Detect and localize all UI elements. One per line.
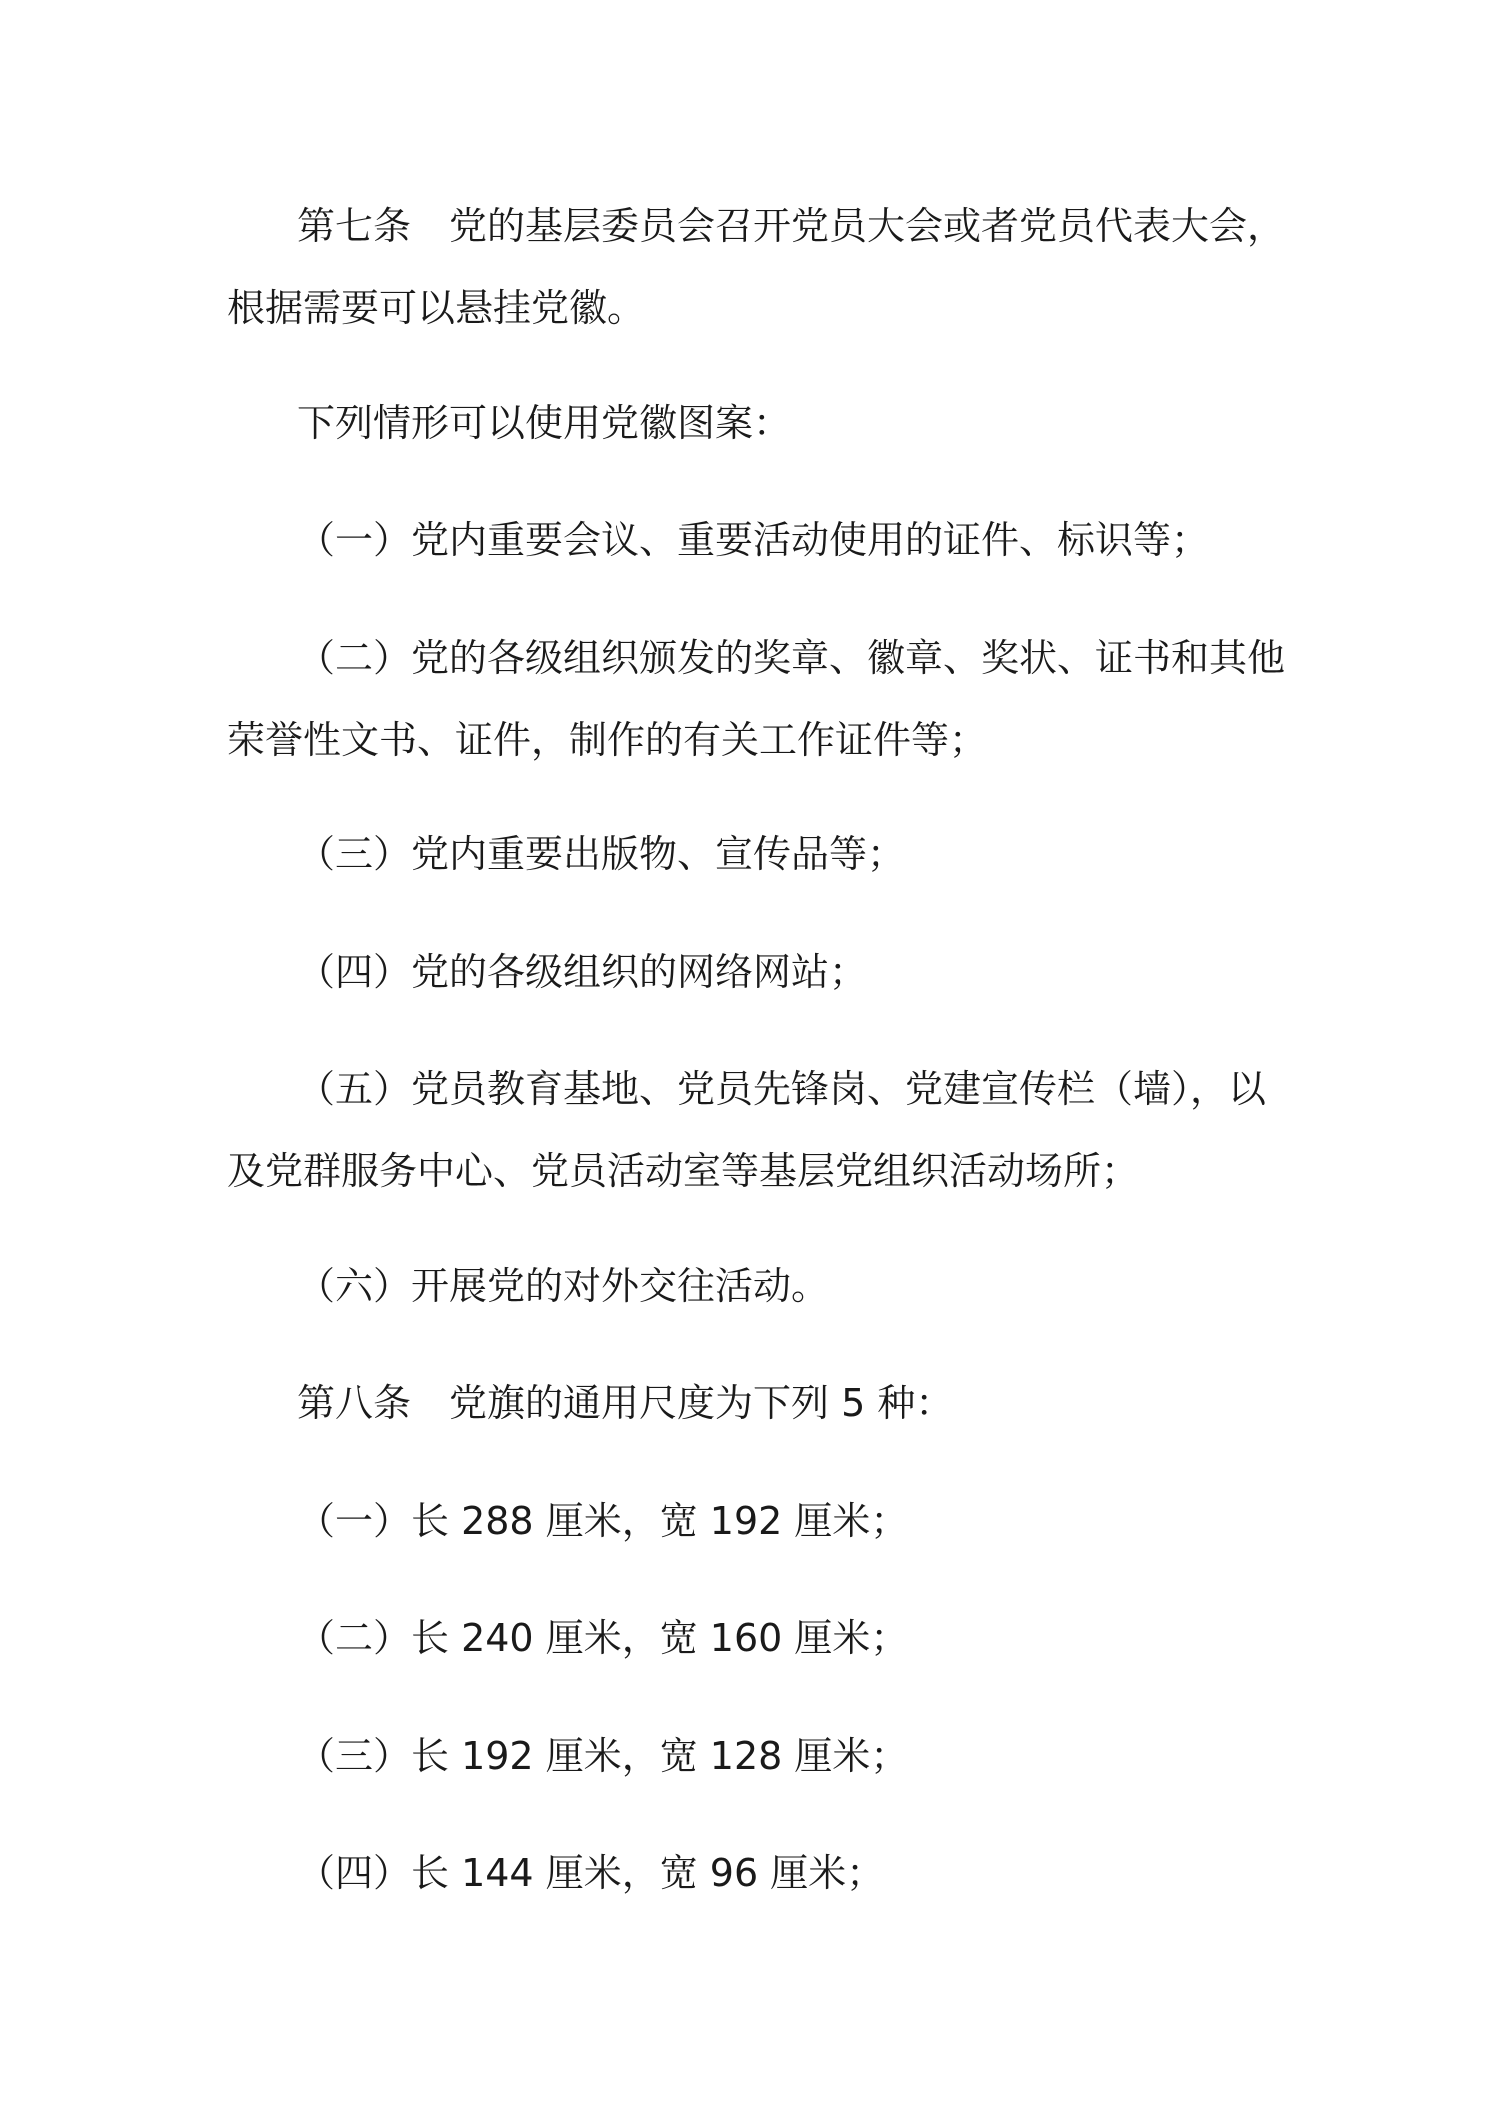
flag-size-item-4: （四）长 144 厘米，宽 96 厘米； xyxy=(297,1851,885,1895)
flag-size-item-3: （三）长 192 厘米，宽 128 厘米； xyxy=(297,1734,909,1778)
emblem-usage-item-2: （二）党的各级组织颁发的奖章、徽章、奖状、证书和其他荣誉性文书、证件，制作的有关工作证件等； xyxy=(227,636,1286,762)
emblem-usage-item-1: （一）党内重要会议、重要活动使用的证件、标识等； xyxy=(297,518,1210,562)
emblem-usage-item-4: （四）党的各级组织的网络网站； xyxy=(297,950,868,994)
emblem-usage-item-3: （三）党内重要出版物、宣传品等； xyxy=(297,832,906,876)
article-7-paragraph: 第七条 党的基层委员会召开党员大会或者党员代表大会，根据需要可以悬挂党徽。 xyxy=(227,204,1286,330)
emblem-usage-item-6: （六）开展党的对外交往活动。 xyxy=(297,1264,830,1308)
emblem-usage-item-5: （五）党员教育基地、党员先锋岗、党建宣传栏（墙），以及党群服务中心、党员活动室等基层党组织活动场所； xyxy=(227,1067,1267,1193)
flag-size-item-1: （一）长 288 厘米，宽 192 厘米； xyxy=(297,1499,909,1543)
article-8-paragraph: 第八条 党旗的通用尺度为下列 5 种： xyxy=(297,1381,954,1425)
flag-size-item-2: （二）长 240 厘米，宽 160 厘米； xyxy=(297,1616,909,1660)
emblem-usage-intro: 下列情形可以使用党徽图案： xyxy=(297,401,792,445)
